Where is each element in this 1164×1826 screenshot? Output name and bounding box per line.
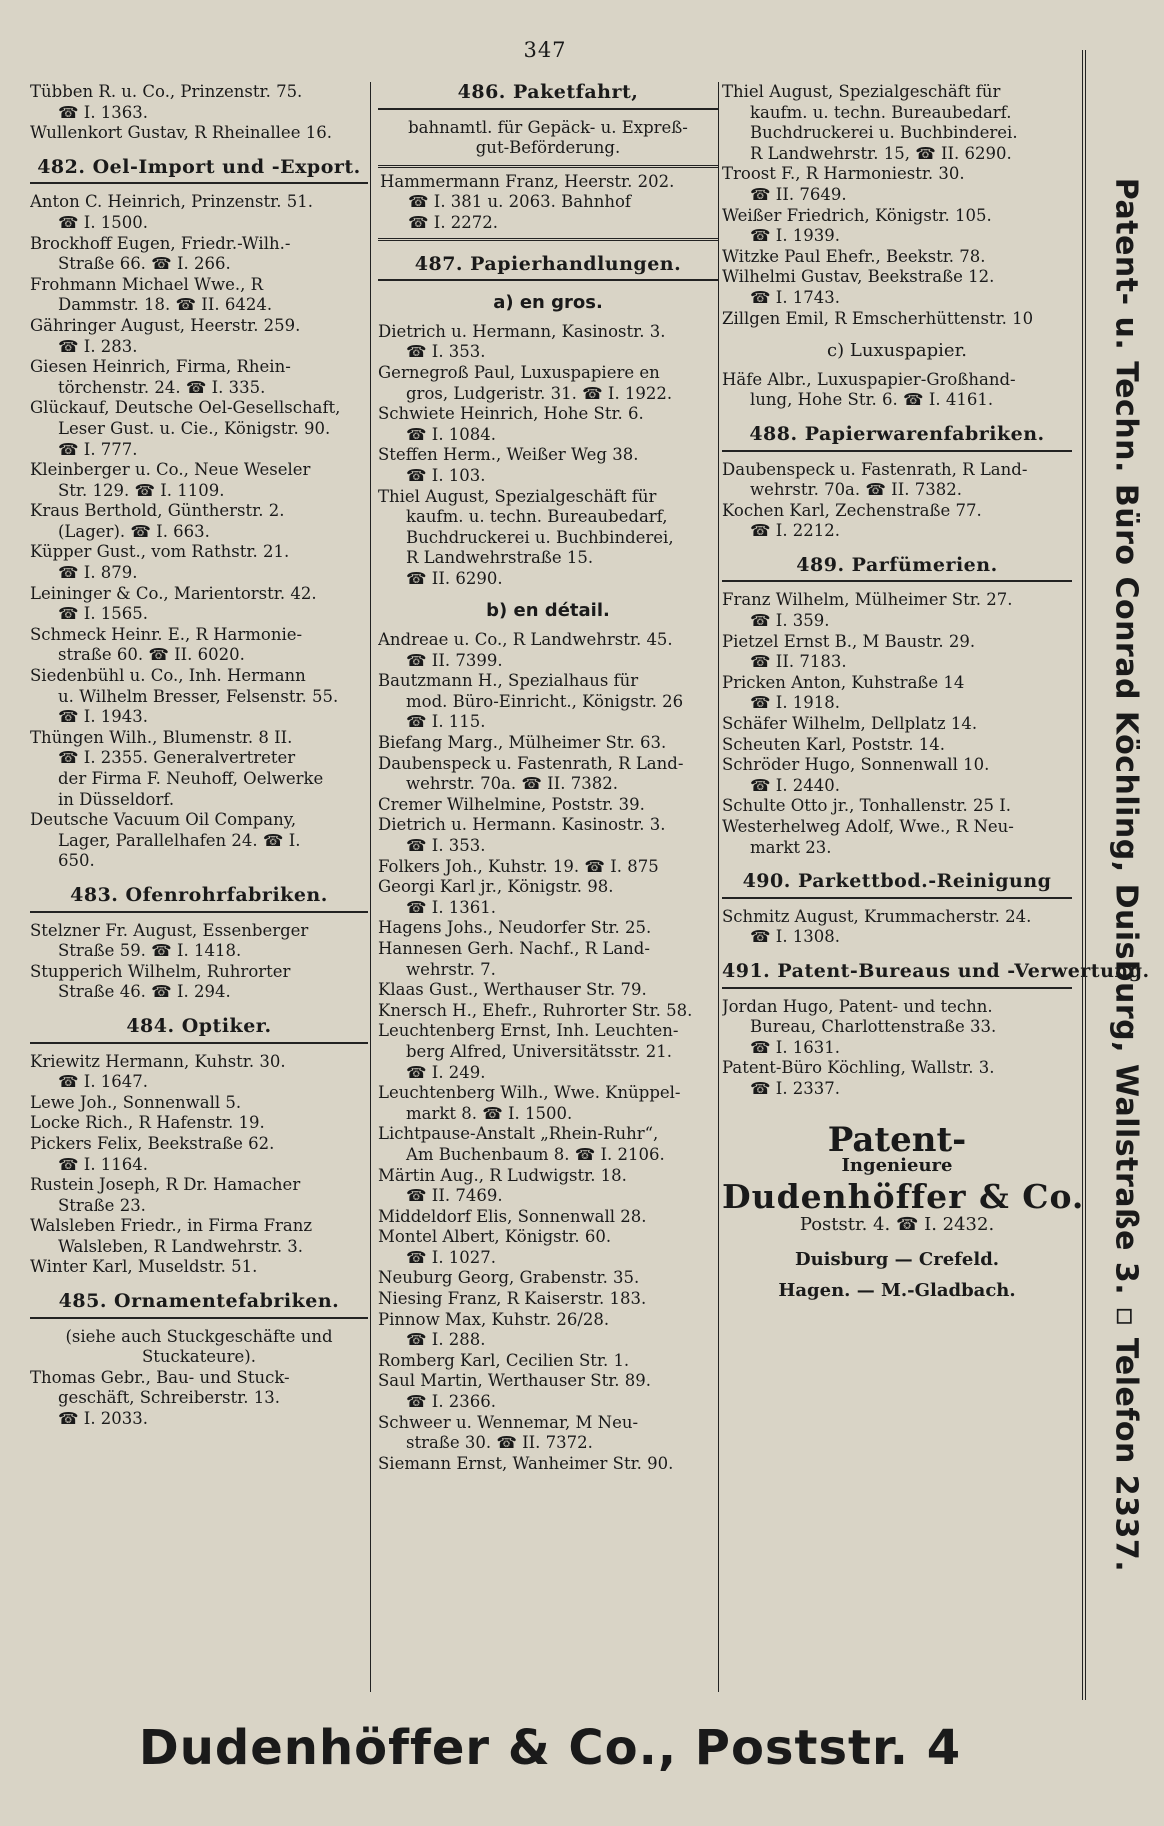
section-heading: 484. Optiker. — [30, 1016, 368, 1044]
dudenhoeffer-advertisement — [722, 1119, 1085, 1302]
column-1 — [30, 82, 368, 1430]
directory-entry: Leuchtenberg Ernst, Inh. Leuchten- — [378, 1021, 679, 1041]
side-advertisement-text: Patent- u. Techn. Büro Conrad Köchling, Duisburg, Wallstraße 3. ▫ Telefon 2337. — [1108, 177, 1144, 1573]
ad-line6: Hagen. — M.-Gladbach. — [778, 1279, 1016, 1301]
directory-entry: ☎ I. 1631. — [750, 1037, 841, 1057]
section-heading: 491. Patent-Bureaus und -Verwertung. — [722, 961, 1072, 989]
directory-entry: ☎ I. 777. — [58, 439, 138, 459]
directory-entry: markt 23. — [750, 837, 832, 857]
directory-entry: wehrstr. 70a. ☎ II. 7382. — [750, 480, 962, 500]
directory-entry: Kochen Karl, Zechenstraße 77. — [722, 500, 982, 520]
directory-entry: Folkers Joh., Kuhstr. 19. ☎ I. 875 — [378, 856, 659, 876]
directory-entry: Straße 59. ☎ I. 1418. — [58, 941, 242, 961]
directory-entry: Franz Wilhelm, Mülheimer Str. 27. — [722, 590, 1013, 610]
directory-entry: Wilhelmi Gustav, Beekstraße 12. — [722, 267, 995, 287]
directory-entry: ☎ I. 359. — [750, 611, 830, 631]
directory-entry: Leser Gust. u. Cie., Königstr. 90. — [58, 418, 331, 438]
ad-line2: Ingenieure — [841, 1155, 953, 1177]
directory-entry: Leuchtenberg Wilh., Wwe. Knüppel- — [378, 1083, 681, 1103]
ad-entry-line: Hammermann Franz, Heerstr. 202. — [380, 171, 675, 191]
directory-entry: ☎ I. 1308. — [750, 927, 841, 947]
directory-entry: Biefang Marg., Mülheimer Str. 63. — [378, 733, 667, 753]
directory-entry: ☎ II. 6290. — [406, 568, 503, 588]
ad-line5: Duisburg — Crefeld. — [794, 1248, 1000, 1270]
subsection-heading: a) en gros. — [493, 292, 603, 314]
directory-entry: ☎ I. 353. — [406, 836, 486, 855]
directory-entry: Lewe Joh., Sonnenwall 5. — [30, 1092, 242, 1112]
directory-entry: Troost F., R Harmoniestr. 30. — [722, 164, 965, 184]
directory-entry: Märtin Aug., R Ludwigstr. 18. — [378, 1165, 627, 1185]
directory-entry: in Düsseldorf. — [58, 789, 175, 809]
directory-entry: geschäft, Schreiberstr. 13. — [58, 1388, 280, 1408]
ad-entry-line: ☎ I. 381 u. 2063. Bahnhof — [408, 192, 632, 212]
directory-entry: ☎ I. 2366. — [406, 1392, 497, 1412]
directory-entry: Thomas Gebr., Bau- und Stuck- — [30, 1367, 290, 1387]
directory-entry: ☎ I. 879. — [58, 563, 138, 583]
directory-entry: Rustein Joseph, R Dr. Hamacher — [30, 1175, 301, 1195]
directory-entry: ☎ I. 1027. — [406, 1247, 497, 1267]
directory-entry: Bautzmann H., Spezialhaus für — [378, 671, 639, 691]
directory-entry: ☎ I. 1939. — [750, 226, 841, 246]
directory-entry: Brockhoff Eugen, Friedr.-Wilh.- — [30, 233, 291, 253]
directory-entry: törchenstr. 24. ☎ I. 335. — [58, 377, 266, 397]
directory-entry: Zillgen Emil, R Emscherhüttenstr. 10 — [722, 308, 1034, 328]
directory-entry: der Firma F. Neuhoff, Oelwerke — [58, 769, 324, 788]
directory-entry: Pickers Felix, Beekstraße 62. — [30, 1133, 275, 1153]
directory-entry: Str. 129. ☎ I. 1109. — [58, 480, 225, 500]
directory-entry: Tübben R. u. Co., Prinzenstr. 75. — [30, 82, 303, 101]
directory-entry: Georgi Karl jr., Königstr. 98. — [378, 877, 614, 897]
directory-entry: ☎ I. 283. — [58, 336, 138, 356]
directory-entry: Häfe Albr., Luxuspapier-Großhand- — [722, 369, 1016, 389]
directory-entry: Cremer Wilhelmine, Poststr. 39. — [378, 794, 645, 814]
directory-entry: Andreae u. Co., R Landwehrstr. 45. — [378, 630, 673, 650]
directory-entry: Dammstr. 18. ☎ II. 6424. — [58, 295, 273, 315]
directory-entry: ☎ I. 1918. — [750, 693, 841, 713]
directory-entry: ☎ I. 2212. — [750, 521, 841, 541]
directory-entry: ☎ I. 115. — [406, 712, 486, 732]
directory-entry: Thiel August, Spezialgeschäft für — [722, 82, 1001, 101]
directory-entry: Niesing Franz, R Kaiserstr. 183. — [378, 1289, 647, 1309]
directory-entry: 650. — [58, 851, 95, 871]
directory-entry: Siemann Ernst, Wanheimer Str. 90. — [378, 1453, 674, 1473]
directory-entry: ☎ I. 2033. — [58, 1409, 149, 1429]
footer-advertisement: Dudenhöffer & Co., Poststr. 4 — [138, 1720, 962, 1776]
directory-entry: Stupperich Wilhelm, Ruhrorter — [30, 961, 291, 981]
section-note: Stuckateure). — [142, 1347, 256, 1367]
section-note: gut-Beförderung. — [475, 138, 621, 158]
directory-entry: Montel Albert, Königstr. 60. — [378, 1227, 612, 1247]
directory-entry: Buchdruckerei u. Buchbinderei, — [406, 527, 674, 547]
directory-entry: u. Wilhelm Bresser, Felsenstr. 55. — [58, 686, 339, 706]
directory-entry: R Landwehrstr. 15, ☎ II. 6290. — [750, 143, 1012, 163]
directory-entry: Dietrich u. Hermann, Kasinostr. 3. — [378, 321, 666, 341]
directory-entry: Kriewitz Hermann, Kuhstr. 30. — [30, 1051, 286, 1071]
directory-entry: Küpper Gust., vom Rathstr. 21. — [30, 542, 290, 562]
directory-entry: Kleinberger u. Co., Neue Weseler — [30, 460, 311, 480]
directory-entry: Steffen Herm., Weißer Weg 38. — [378, 445, 639, 465]
directory-entry: Walsleben Friedr., in Firma Franz — [30, 1216, 313, 1236]
directory-entry: Winter Karl, Museldstr. 51. — [30, 1257, 258, 1277]
directory-entry: ☎ I. 1943. — [58, 707, 149, 727]
directory-entry: ☎ I. 1743. — [750, 287, 841, 307]
directory-entry: ☎ II. 7649. — [750, 184, 847, 204]
directory-entry: Schmeck Heinr. E., R Harmonie- — [30, 624, 303, 644]
directory-entry: ☎ I. 249. — [406, 1062, 486, 1082]
directory-entry: ☎ I. 1500. — [58, 212, 149, 232]
directory-entry: Bureau, Charlottenstraße 33. — [750, 1017, 997, 1037]
directory-entry: ☎ I. 1361. — [406, 897, 497, 917]
directory-entry: ☎ I. 353. — [406, 342, 486, 362]
directory-entry: Wullenkort Gustav, R Rheinallee 16. — [30, 123, 332, 143]
directory-entry: Westerhelweg Adolf, Wwe., R Neu- — [722, 817, 1014, 836]
directory-entry: straße 30. ☎ II. 7372. — [406, 1433, 593, 1453]
column-rule-1 — [370, 82, 371, 1692]
directory-entry: Stelzner Fr. August, Essenberger — [30, 920, 309, 940]
directory-entry: markt 8. ☎ I. 1500. — [406, 1103, 573, 1123]
directory-entry: Kraus Berthold, Güntherstr. 2. — [30, 501, 285, 521]
directory-entry: Locke Rich., R Hafenstr. 19. — [30, 1113, 265, 1133]
directory-entry: Patent-Büro Köchling, Wallstr. 3. — [722, 1058, 995, 1078]
side-advertisement — [1082, 50, 1164, 1700]
directory-entry: ☎ II. 7183. — [750, 652, 847, 672]
directory-entry: ☎ II. 7399. — [406, 650, 503, 670]
directory-entry: Schwiete Heinrich, Hohe Str. 6. — [378, 404, 644, 424]
directory-entry: R Landwehrstraße 15. — [406, 548, 594, 568]
directory-entry: Pricken Anton, Kuhstraße 14 — [722, 672, 965, 692]
column-rule-2 — [718, 82, 719, 1692]
directory-entry: Leininger & Co., Marientorstr. 42. — [30, 583, 317, 603]
subsection-heading: c) Luxuspapier. — [827, 340, 967, 362]
directory-entry: Pietzel Ernst B., M Baustr. 29. — [722, 631, 976, 651]
directory-entry: Straße 66. ☎ I. 266. — [58, 254, 231, 274]
directory-entry: ☎ I. 2440. — [750, 775, 841, 795]
directory-entry: Daubenspeck u. Fastenrath, R Land- — [722, 459, 1028, 479]
directory-entry: Saul Martin, Werthauser Str. 89. — [378, 1371, 652, 1391]
directory-entry: Deutsche Vacuum Oil Company, — [30, 810, 297, 830]
directory-entry: Lichtpause-Anstalt „Rhein-Ruhr“, — [378, 1124, 659, 1144]
directory-entry: Schmitz August, Krummacherstr. 24. — [722, 906, 1032, 926]
directory-entry: ☎ I. 1647. — [58, 1072, 149, 1092]
directory-entry: Thiel August, Spezialgeschäft für — [378, 486, 657, 506]
subsection-heading: b) en détail. — [486, 600, 610, 622]
directory-entry: Dietrich u. Hermann. Kasinostr. 3. — [378, 815, 666, 835]
directory-entry: Buchdruckerei u. Buchbinderei. — [750, 123, 1018, 143]
directory-entry: ☎ I. 288. — [406, 1330, 486, 1350]
directory-entry: Frohmann Michael Wwe., R — [30, 274, 264, 294]
directory-entry: Daubenspeck u. Fastenrath, R Land- — [378, 753, 684, 773]
directory-entry: Weißer Friedrich, Königstr. 105. — [722, 205, 992, 225]
directory-entry: ☎ I. 1565. — [58, 604, 149, 624]
directory-entry: kaufm. u. techn. Bureaubedarf, — [406, 507, 668, 527]
directory-entry: Romberg Karl, Cecilien Str. 1. — [378, 1350, 630, 1370]
directory-entry: straße 60. ☎ II. 6020. — [58, 645, 245, 665]
directory-entry: lung, Hohe Str. 6. ☎ I. 4161. — [750, 390, 994, 410]
directory-entry: Knersch H., Ehefr., Ruhrorter Str. 58. — [378, 1000, 693, 1020]
directory-entry: Middeldorf Elis, Sonnenwall 28. — [378, 1206, 647, 1226]
boxed-advertisement-entry — [378, 165, 718, 241]
directory-entry: Giesen Heinrich, Firma, Rhein- — [30, 357, 291, 377]
directory-entry: Gernegroß Paul, Luxuspapiere en — [378, 362, 660, 382]
directory-entry: ☎ I. 1084. — [406, 424, 497, 444]
directory-entry: Siedenbühl u. Co., Inh. Hermann — [30, 666, 306, 686]
directory-entry: Jordan Hugo, Patent- und techn. — [722, 996, 993, 1016]
directory-entry: Neuburg Georg, Grabenstr. 35. — [378, 1268, 640, 1288]
directory-entry: Schröder Hugo, Sonnenwall 10. — [722, 755, 990, 775]
section-note: bahnamtl. für Gepäck- u. Expreß- — [408, 117, 688, 137]
directory-entry: Gähringer August, Heerstr. 259. — [30, 315, 301, 335]
directory-entry: Lager, Parallelhafen 24. ☎ I. — [58, 830, 301, 850]
directory-entry: ☎ I. 1164. — [58, 1154, 149, 1174]
section-heading: 483. Ofenrohrfabriken. — [30, 885, 368, 913]
directory-entry: Schulte Otto jr., Tonhallenstr. 25 I. — [722, 796, 1011, 816]
column-2 — [378, 82, 718, 1474]
directory-entry: Pinnow Max, Kuhstr. 26/28. — [378, 1309, 610, 1329]
section-heading: 487. Papierhandlungen. — [378, 254, 718, 282]
directory-entry: ☎ I. 2355. Generalvertreter — [58, 748, 296, 768]
section-heading: 485. Ornamentefabriken. — [30, 1291, 368, 1319]
section-note: (siehe auch Stuckgeschäfte und — [65, 1326, 333, 1346]
directory-entry: Schweer u. Wennemar, M Neu- — [378, 1412, 639, 1432]
directory-entry: wehrstr. 70a. ☎ II. 7382. — [406, 774, 618, 794]
directory-entry: Glückauf, Deutsche Oel-Gesellschaft, — [30, 398, 341, 418]
directory-entry: wehrstr. 7. — [406, 959, 496, 979]
directory-entry: Hannesen Gerh. Nachf., R Land- — [378, 938, 650, 958]
directory-entry: ☎ II. 7469. — [406, 1186, 503, 1206]
section-heading: 488. Papierwarenfabriken. — [722, 424, 1072, 452]
directory-entry: gros, Ludgeristr. 31. ☎ I. 1922. — [406, 383, 673, 403]
directory-entry: Straße 23. — [58, 1195, 146, 1215]
directory-entry: ☎ I. 1363. — [58, 102, 149, 122]
directory-entry: (Lager). ☎ I. 663. — [58, 521, 210, 541]
directory-entry: Walsleben, R Landwehrstr. 3. — [58, 1236, 304, 1256]
ad-line1: Patent- — [827, 1119, 967, 1160]
directory-entry: Witzke Paul Ehefr., Beekstr. 78. — [722, 246, 986, 266]
directory-entry: Straße 46. ☎ I. 294. — [58, 982, 231, 1002]
ad-entry-line: ☎ I. 2272. — [408, 212, 499, 232]
directory-entry: Scheuten Karl, Poststr. 14. — [722, 734, 946, 754]
directory-entry: ☎ I. 2337. — [750, 1078, 841, 1098]
ad-line4: Poststr. 4. ☎ I. 2432. — [799, 1214, 995, 1236]
directory-entry: mod. Büro-Einricht., Königstr. 26 — [406, 691, 684, 711]
directory-entry: berg Alfred, Universitätsstr. 21. — [406, 1041, 673, 1061]
directory-entry: Klaas Gust., Werthauser Str. 79. — [378, 980, 647, 1000]
directory-entry: Anton C. Heinrich, Prinzenstr. 51. — [30, 192, 313, 212]
directory-entry: Schäfer Wilhelm, Dellplatz 14. — [722, 714, 978, 734]
section-heading: 482. Oel-Import und -Export. — [30, 157, 368, 185]
page-number: 347 — [523, 38, 567, 62]
directory-entry: Thüngen Wilh., Blumenstr. 8 II. — [30, 727, 293, 747]
section-heading: 486. Paketfahrt, — [378, 82, 718, 110]
directory-entry: kaufm. u. techn. Bureaubedarf. — [750, 102, 1012, 122]
directory-entry: Hagens Johs., Neudorfer Str. 25. — [378, 918, 652, 938]
ad-line3: Dudenhöffer & Co. — [722, 1176, 1085, 1216]
directory-entry: Am Buchenbaum 8. ☎ I. 2106. — [406, 1144, 665, 1164]
directory-entry: ☎ I. 103. — [406, 465, 486, 485]
section-heading: 490. Parkettbod.-Reinigung — [722, 871, 1072, 899]
section-heading: 489. Parfümerien. — [722, 555, 1072, 583]
